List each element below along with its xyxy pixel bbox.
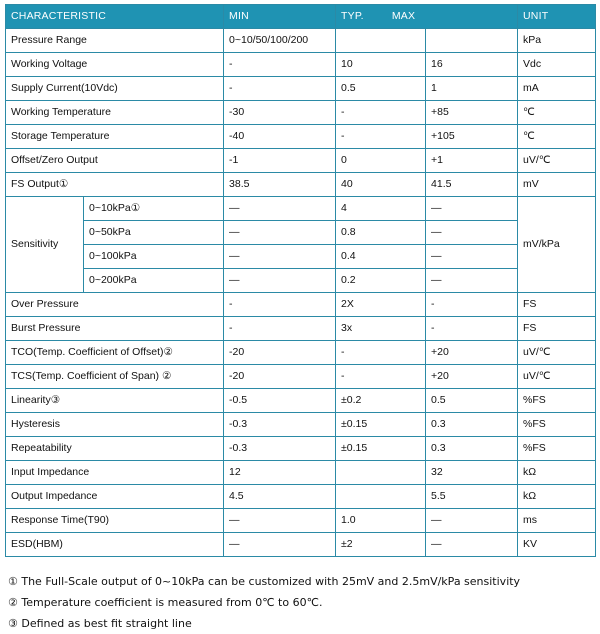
row-label: Supply Current(10Vdc) bbox=[6, 77, 224, 101]
row-min: -20 bbox=[224, 365, 336, 389]
table-body bbox=[6, 29, 596, 557]
row-unit: %FS bbox=[518, 437, 596, 461]
row-unit: ℃ bbox=[518, 125, 596, 149]
table-row bbox=[6, 389, 596, 413]
table-row bbox=[6, 509, 596, 533]
table-row bbox=[6, 533, 596, 557]
row-min: 0~10/50/100/200 bbox=[224, 29, 336, 53]
row-label: Over Pressure bbox=[6, 293, 224, 317]
row-label: ESD(HBM) bbox=[6, 533, 224, 557]
row-typ bbox=[336, 29, 426, 53]
header-row bbox=[6, 5, 596, 29]
row-max bbox=[426, 29, 518, 53]
row-unit: kΩ bbox=[518, 461, 596, 485]
row-min: -20 bbox=[224, 341, 336, 365]
row-typ: - bbox=[336, 365, 426, 389]
row-max: +105 bbox=[426, 125, 518, 149]
spec-sheet bbox=[0, 4, 600, 630]
table-row bbox=[6, 365, 596, 389]
row-unit: ℃ bbox=[518, 101, 596, 125]
row-max: 1 bbox=[426, 77, 518, 101]
table-row-sensitivity bbox=[6, 269, 596, 293]
row-max: 0.3 bbox=[426, 437, 518, 461]
row-max: — bbox=[426, 245, 518, 269]
row-min: - bbox=[224, 53, 336, 77]
sensitivity-unit: mV/kPa bbox=[518, 197, 596, 293]
row-typ: ±0.15 bbox=[336, 413, 426, 437]
table-row bbox=[6, 101, 596, 125]
row-max: — bbox=[426, 221, 518, 245]
table-row bbox=[6, 293, 596, 317]
row-typ: 4 bbox=[336, 197, 426, 221]
row-typ: 0.4 bbox=[336, 245, 426, 269]
table-row bbox=[6, 485, 596, 509]
row-min: -0.5 bbox=[224, 389, 336, 413]
row-max: 0.3 bbox=[426, 413, 518, 437]
row-unit: kPa bbox=[518, 29, 596, 53]
row-label: Response Time(T90) bbox=[6, 509, 224, 533]
row-unit: %FS bbox=[518, 389, 596, 413]
table-row bbox=[6, 413, 596, 437]
row-max: - bbox=[426, 293, 518, 317]
row-max: 0.5 bbox=[426, 389, 518, 413]
row-typ: 10 bbox=[336, 53, 426, 77]
row-min: - bbox=[224, 293, 336, 317]
row-max: +20 bbox=[426, 341, 518, 365]
row-min: - bbox=[224, 77, 336, 101]
row-max: 16 bbox=[426, 53, 518, 77]
sensitivity-range: 0~200kPa bbox=[84, 269, 224, 293]
row-unit: %FS bbox=[518, 413, 596, 437]
footnotes bbox=[8, 571, 600, 634]
row-min: 38.5 bbox=[224, 173, 336, 197]
row-unit: FS bbox=[518, 293, 596, 317]
row-typ: 1.0 bbox=[336, 509, 426, 533]
table-row bbox=[6, 53, 596, 77]
table-row bbox=[6, 125, 596, 149]
row-unit: Vdc bbox=[518, 53, 596, 77]
row-unit: mA bbox=[518, 77, 596, 101]
table-row bbox=[6, 149, 596, 173]
row-typ: - bbox=[336, 341, 426, 365]
row-unit: mV bbox=[518, 173, 596, 197]
header-characteristic: CHARACTERISTIC bbox=[6, 5, 224, 29]
row-label: FS Output① bbox=[6, 173, 224, 197]
row-min: — bbox=[224, 245, 336, 269]
row-label: Offset/Zero Output bbox=[6, 149, 224, 173]
row-label: Input Impedance bbox=[6, 461, 224, 485]
row-label: TCO(Temp. Coefficient of Offset)② bbox=[6, 341, 224, 365]
row-label: TCS(Temp. Coefficient of Span) ② bbox=[6, 365, 224, 389]
row-typ: 0.8 bbox=[336, 221, 426, 245]
row-max: +20 bbox=[426, 365, 518, 389]
row-max: 5.5 bbox=[426, 485, 518, 509]
row-label: Working Temperature bbox=[6, 101, 224, 125]
table-row bbox=[6, 173, 596, 197]
row-min: — bbox=[224, 221, 336, 245]
row-unit: FS bbox=[518, 317, 596, 341]
table-row bbox=[6, 29, 596, 53]
row-typ: 0.5 bbox=[336, 77, 426, 101]
table-row bbox=[6, 437, 596, 461]
row-max: — bbox=[426, 509, 518, 533]
table-row-sensitivity bbox=[6, 221, 596, 245]
row-min: — bbox=[224, 533, 336, 557]
row-unit: uV/℃ bbox=[518, 365, 596, 389]
row-max: - bbox=[426, 317, 518, 341]
row-label: Storage Temperature bbox=[6, 125, 224, 149]
footnote-2: ② Temperature coefficient is measured from 0℃ to 60℃. bbox=[8, 596, 323, 609]
table-row bbox=[6, 317, 596, 341]
sensitivity-range: 0~50kPa bbox=[84, 221, 224, 245]
row-max: 32 bbox=[426, 461, 518, 485]
row-typ: 0 bbox=[336, 149, 426, 173]
row-min: -30 bbox=[224, 101, 336, 125]
row-min: - bbox=[224, 317, 336, 341]
table-row bbox=[6, 77, 596, 101]
row-unit: ms bbox=[518, 509, 596, 533]
row-max: 41.5 bbox=[426, 173, 518, 197]
header-unit: UNIT bbox=[518, 5, 596, 29]
row-typ: - bbox=[336, 101, 426, 125]
row-typ: 3x bbox=[336, 317, 426, 341]
specification-table bbox=[5, 4, 596, 557]
row-min: 4.5 bbox=[224, 485, 336, 509]
row-max: — bbox=[426, 197, 518, 221]
table-row bbox=[6, 341, 596, 365]
sensitivity-label: Sensitivity bbox=[6, 197, 84, 293]
row-min: — bbox=[224, 197, 336, 221]
row-unit: KV bbox=[518, 533, 596, 557]
row-typ: ±0.15 bbox=[336, 437, 426, 461]
row-label: Pressure Range bbox=[6, 29, 224, 53]
row-typ: 2X bbox=[336, 293, 426, 317]
header-typ: TYP. bbox=[341, 9, 364, 22]
row-typ: ±2 bbox=[336, 533, 426, 557]
row-min: -0.3 bbox=[224, 413, 336, 437]
row-typ: 0.2 bbox=[336, 269, 426, 293]
row-min: -1 bbox=[224, 149, 336, 173]
footnote-1: ① The Full-Scale output of 0~10kPa can be customized with 25mV and 2.5mV/kPa sensitivity bbox=[8, 575, 521, 588]
row-max: +1 bbox=[426, 149, 518, 173]
row-max: — bbox=[426, 533, 518, 557]
row-typ: ±0.2 bbox=[336, 389, 426, 413]
row-label: Working Voltage bbox=[6, 53, 224, 77]
row-typ bbox=[336, 461, 426, 485]
table-row bbox=[6, 461, 596, 485]
row-unit: kΩ bbox=[518, 485, 596, 509]
row-min: — bbox=[224, 269, 336, 293]
row-min: -0.3 bbox=[224, 437, 336, 461]
row-typ: - bbox=[336, 125, 426, 149]
row-unit: uV/℃ bbox=[518, 341, 596, 365]
row-label: Linearity③ bbox=[6, 389, 224, 413]
header-typ-max bbox=[336, 5, 518, 29]
row-label: Repeatability bbox=[6, 437, 224, 461]
table-row-sensitivity bbox=[6, 245, 596, 269]
row-min: — bbox=[224, 509, 336, 533]
row-unit: uV/℃ bbox=[518, 149, 596, 173]
table-header bbox=[6, 5, 596, 29]
row-max: +85 bbox=[426, 101, 518, 125]
header-max: MAX bbox=[391, 9, 416, 22]
sensitivity-range: 0~100kPa bbox=[84, 245, 224, 269]
row-min: 12 bbox=[224, 461, 336, 485]
row-typ: 40 bbox=[336, 173, 426, 197]
header-min: MIN bbox=[224, 5, 336, 29]
row-min: -40 bbox=[224, 125, 336, 149]
footnote-3: ③ Defined as best fit straight line bbox=[8, 617, 192, 630]
row-label: Burst Pressure bbox=[6, 317, 224, 341]
row-typ bbox=[336, 485, 426, 509]
sensitivity-range: 0~10kPa① bbox=[84, 197, 224, 221]
row-label: Output Impedance bbox=[6, 485, 224, 509]
row-label: Hysteresis bbox=[6, 413, 224, 437]
table-row-sensitivity bbox=[6, 197, 596, 221]
row-max: — bbox=[426, 269, 518, 293]
